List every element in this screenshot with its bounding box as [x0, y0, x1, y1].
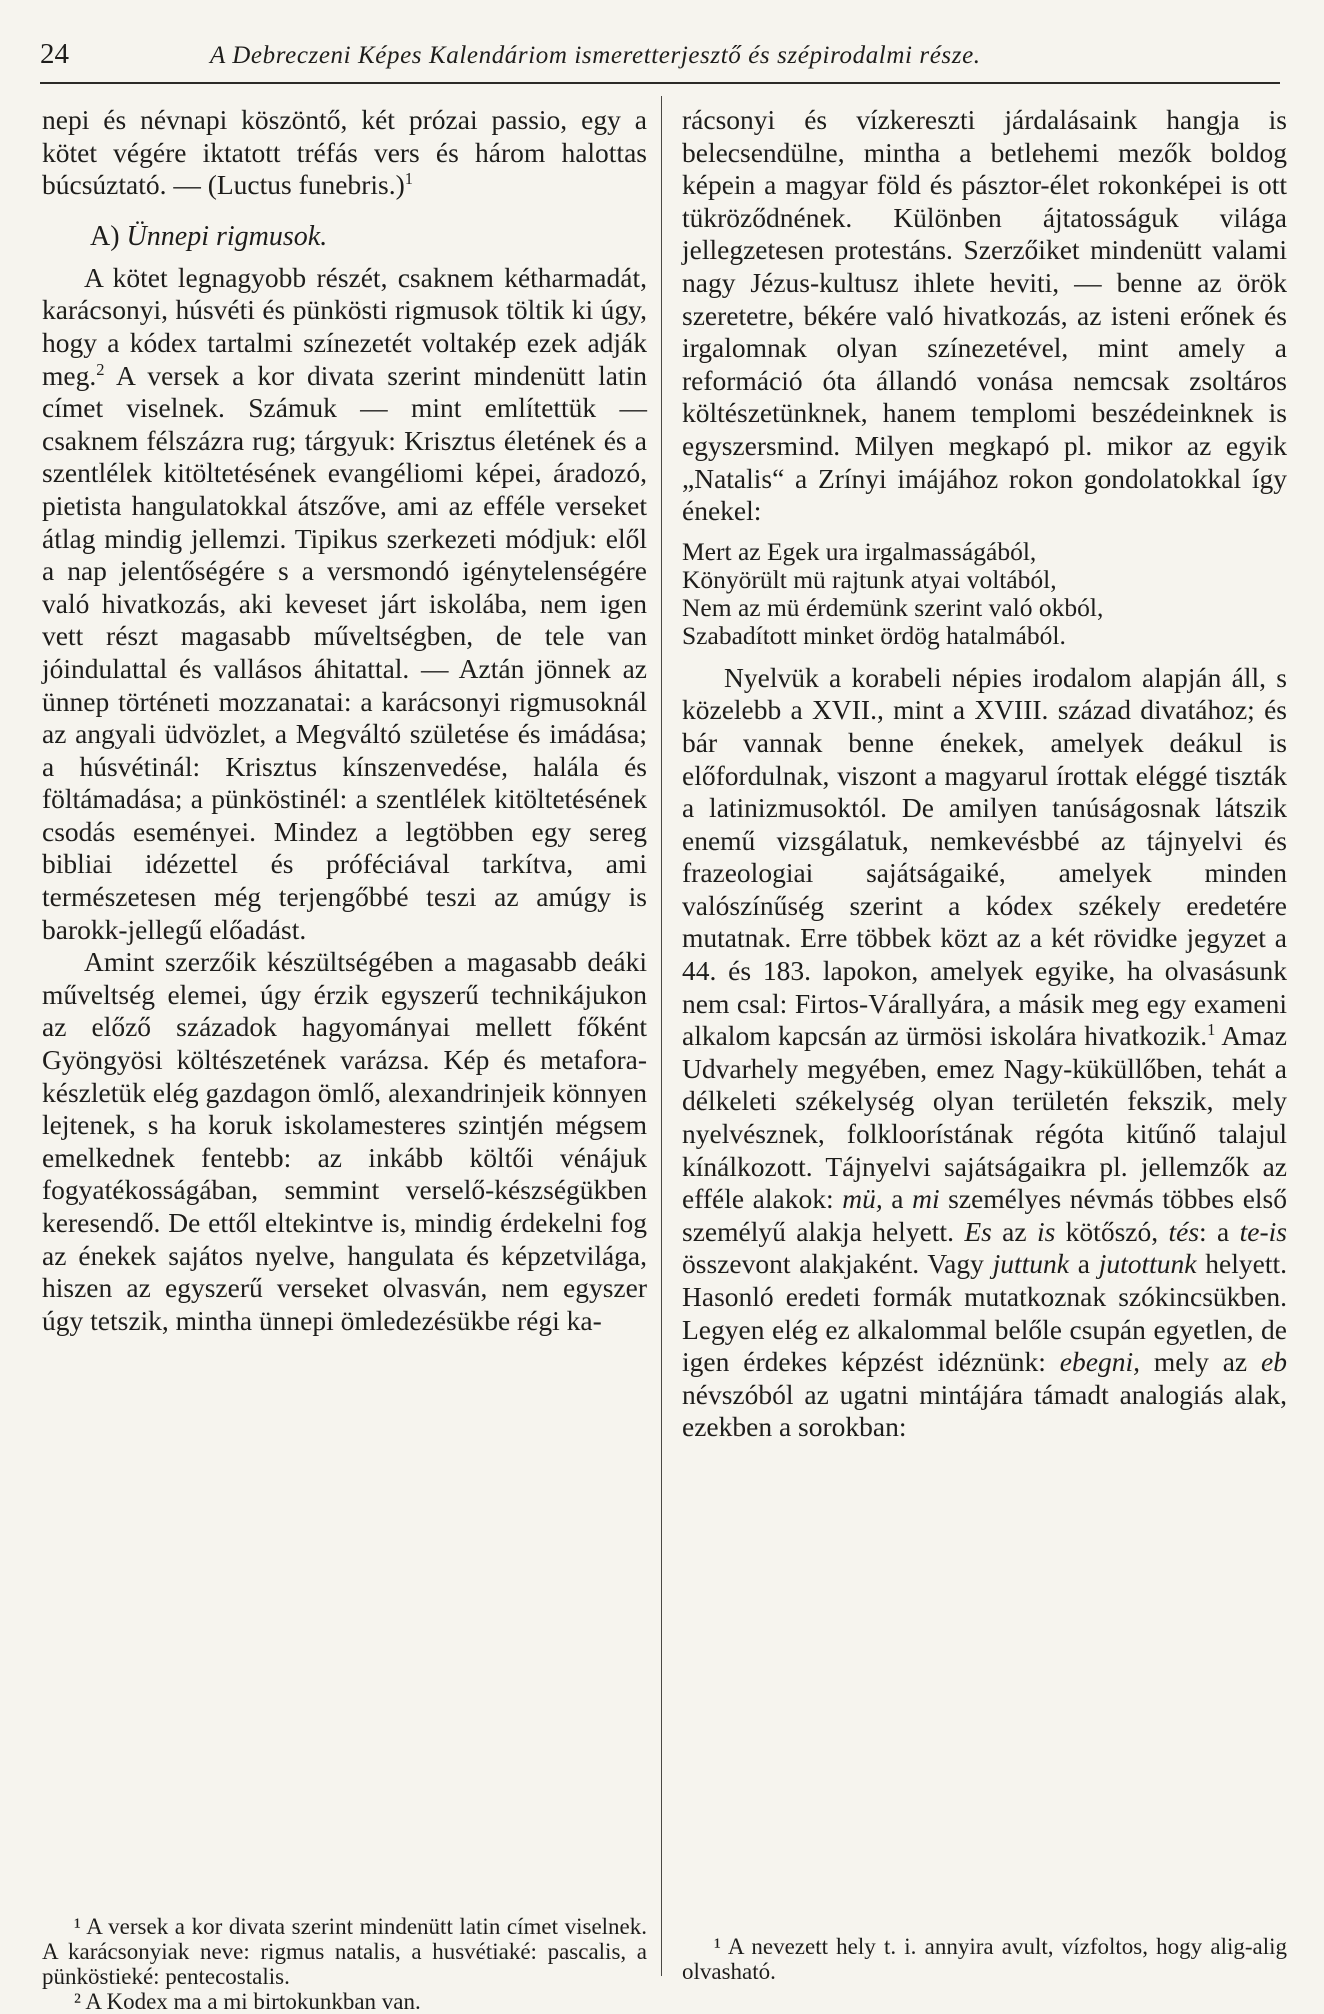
left-paragraph-3: Amint szerzőik készültségében a magasabb deáki műveltség elemei, úgy érzik egyszerű technikájukon az előző századok hagyományai mellett főként Gyöngyösi költészetének varázsa. Kép és metafora-készletük elég gazdagon ömlő, alexandrinjeik könnyen lejtenek, s ha koruk iskolamesteres szintjén mégsem emelkednek fentebb: az inkább költői vénájuk fogyatékosságában, semmint verselő-készségükben keresendő. De ettől eltekintve is, mindig érdekelni fog az énekek sajátos nyelve, hangulata és képzetvilága, hiszen az egyszerű verseket olvasván, nem egyszer úgy tetszik, mintha ünnepi ömledezésükbe régi ka- [42, 946, 647, 1336]
left-paragraph-1: nepi és névnapi köszöntő, két prózai passio, egy a kötet végére iktatott tréfás vers és három halottas búcsúztató. — (Luctus funebris.)$^1$ [42, 104, 647, 201]
footnote-1: ¹ A nevezett hely t. i. annyira avult, vízfoltos, hogy alig-alig olvasható. [682, 1934, 1287, 1984]
right-footnotes [682, 1934, 1287, 1984]
left-column [42, 104, 647, 2014]
column-divider [661, 96, 662, 1976]
verse-quote [682, 538, 1287, 650]
footnote-2: ² A Kodex ma a mi birtokunkban van. [74, 1989, 421, 2014]
footnote-ref: 1 [1207, 1020, 1216, 1040]
left-paragraph-2: A kötet legnagyobb részét, csaknem kétharmadát, karácsonyi, húsvéti és pünkösti rigmusok töltik ki úgy, hogy a kódex tartalmi színezetét voltakép ezek adják meg.$^2$ A versek a kor divata szerint mindenütt latin címet viselnek. Számuk — mint említettük — csaknem félszázra rug; tárgyuk: Krisztus életének és a szentlélek kitöltetésének evangéliomi képei, áradozó, pietista hangulatokkal átszőve, ami az efféle verseket átlag mindig jellemzi. Tipikus szerkezeti módjuk: elől a nap jelentőségére s a versmondó igénytelenségére való hivatkozás, aki keveset járt iskolába, nem igen vett részt magasabb műveltségben, de tele van jóindulattal és vallásos áhitattal. — Aztán jönnek az ünnep történeti mozzanatai: a karácsonyi rigmusoknál az angyali üdvözlet, a Megváltó születése és imádása; a húsvétinál: Krisztus kínszenvedése, halála és föltámadása; a pünköstinél: a szentlélek kitöltetésének csodás eseményei. Mindez a legtöbben egy sereg bibliai idézettel és próféciával tarkítva, ami természetesen még terjengőbbé teszi az amúgy is barokk-jellegű előadást. [42, 261, 647, 945]
verse-line: Szabadított minket ördög hatalmából. [682, 620, 1066, 650]
verse-line: Nem az mü érdemünk szerint való okból, [682, 592, 1104, 622]
section-label: A) [90, 220, 120, 252]
section-title: Ünnepi rigmusok. [126, 220, 328, 252]
right-column [682, 104, 1288, 1984]
right-paragraph-2: Nyelvük a korabeli népies irodalom alapján áll, s közelebb a XVII., mint a XVIII. század divatához; és bár vannak benne énekek, amelyek deákul is előfordulnak, viszont a magyarul írottak eléggé tiszták a latinizmusoktól. De amilyen tanúságosnak látszik enemű vizsgálatuk, nemkevésbbé az tájnyelvi és frazeologiai sajátságaiké, amelyek minden valószínűség szerint a kódex székely eredetére mutatnak. Erre többek közt az a két rövidke jegyzet a 44. és 183. lapokon, amelyek egyike, ha olvasásunk nem csal: Firtos-Várallyára, a másik meg egy exameni alkalom kapcsán az ürmösi iskolára hivatkozik.$^1$ Amaz Udvarhely megyében, emez Nagy-küküllőben, tehát a délkeleti székelység olyan területén fekszik, mely nyelvésznek, folkloorístának régóta kitűnő talajul kínálkozott. Tájnyelvi sajátságaikra pl. jellemzők az efféle alakok: mü, a mi személyes névmás többes első személyű alakja helyett. Es az is kötőszó, tés: a te-is összevont alakjaként. Vagy juttunk a jutottunk helyett. Hasonló eredeti formák mutatkoznak szókincsükben. Legyen elég ez alkalommal belőle csupán egyetlen, de igen érdekes képzést idéznünk: ebegni, mely az eb névszóból az ugatni mintájára támadt analogiás alak, ezekben a sorokban: [682, 661, 1288, 1443]
left-footnotes [42, 1914, 647, 2014]
section-heading [90, 220, 647, 254]
page-header [40, 36, 1280, 84]
verse-line: Mert az Egek ura irgalmasságából, [682, 536, 1037, 566]
right-paragraph-1: rácsonyi és vízkereszti járdalásaink hangja is belecsendülne, mintha a betlehemi mezők boldog képein a magyar föld és pásztor-élet rokonképei is ott tükröződnének. Különben ájtatosságuk világa jellegzetesen protestáns. Szerzőiket mindenütt valami nagy Jézus-kultusz ihlete heviti, — benne az örök szeretetre, békére való hivatkozás, az isteni erőnek és irgalomnak olyan színezetével, mint amely a reformáció óta állandó vonása nemcsak zsoltáros költészetünknek, hanem templomi beszédeinknek is egyszersmind. Milyen megkapó pl. mikor az egyik „Natalis“ a Zrínyi imájához rokon gondolatokkal így énekel: [682, 104, 1287, 527]
footnote-1: ¹ A versek a kor divata szerint mindenütt latin címet viselnek. A karácsonyiak neve: rigmus natalis, a husvétiaké: pascalis, a pünköstieké: pentecostalis. [42, 1914, 647, 1989]
verse-line: Könyörült mü rajtunk atyai voltából, [682, 564, 1057, 594]
running-head: A Debreczeni Képes Kalendáriom ismeretterjesztő és szépirodalmi része. [210, 42, 981, 69]
footnote-ref: 2 [96, 359, 105, 379]
footnote-ref: 1 [404, 169, 414, 189]
page-number: 24 [40, 38, 69, 70]
